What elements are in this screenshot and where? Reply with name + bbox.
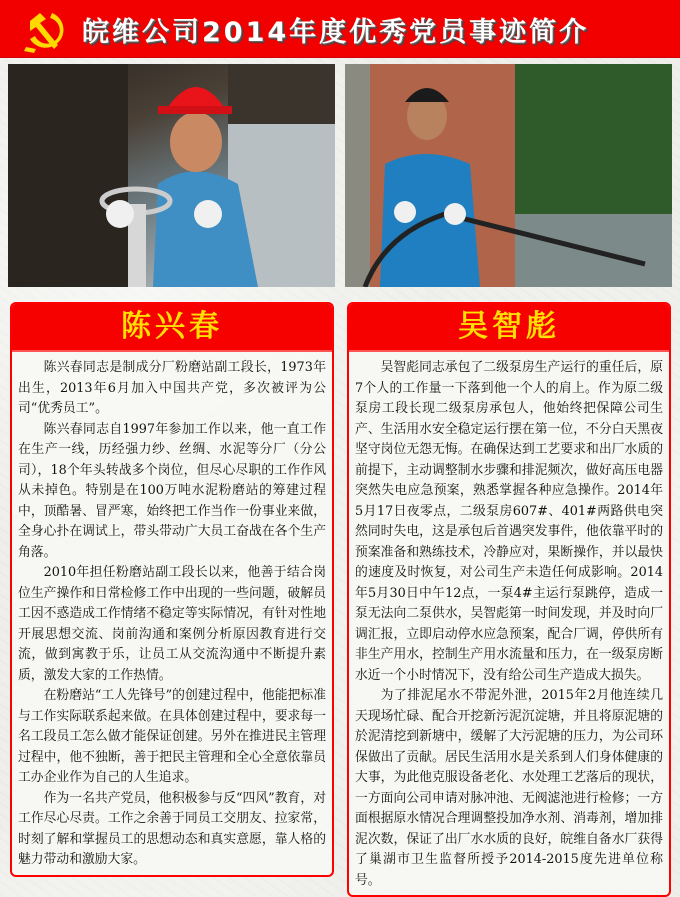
bio-paragraph: 作为一名共产党员，他积极参与反“四风”教育，对工作尽心尽责。工作之余善于同员工交朋友、拉家常，时刻了解和掌握员工的思想动态和真实意愿，靠人格的魅力带动和激励大家。 [18,790,326,867]
photo-worker-turning-valve [8,64,335,287]
bio-paragraph: 在粉磨站“工人先锋号”的创建过程中，他能把标准与工作实际联系起来做。在具体创建过程中，要求每一名工段员工怎么做才能保证创建。另外在推进民主管理过程中，他不独断，善于把民主管理和全心全意依靠员工办企业作为自己的人生追求。 [18,688,326,785]
member-bio [12,352,332,875]
bio-paragraph: 吴智彪同志承包了二级泵房生产运行的重任后，原7个人的工作量一下落到他一个人的肩上。作为原二级泵房工段长现二级泵房承包人，他始终把保障公司生产、生活用水安全稳定运行摆在第一位，不分白天黑夜坚守岗位无怨无悔。在确保达到工艺要求和出厂水质的前提下，主动调整制水步骤和排泥频次，做好高压电器突然失电应急预案，熟悉掌握各种应急操作。2014年5月17日夜零点，二级泵房607#、401#两路供电突然同时失电，这是承包后首遇突发事件，他依靠平时的预案准备和熟练技术，冷静应对，果断操作，并以最快的速度及时恢复，对公司生产未造任何成影响。2014年5月30日中午12点，一泵4#主运行泵跳停，造成一泵无法向二泵供水，吴智彪第一时间发现，并及时向厂调汇报，立即启动停水应急预案，配合厂调，停供所有非生产用水，控制生产用水流量和压力，在一级泵房断水近一个小时情况下，没有给公司生产造成大损失。 [355,360,663,683]
member-name: 陈兴春 [121,309,223,344]
member-card-wu-zhibiao [347,302,671,897]
bio-paragraph: 陈兴春同志是制成分厂粉磨站副工段长，1973年出生，2013年6月加入中国共产党，多次被评为公司“优秀员工”。 [18,360,326,416]
bio-paragraph: 2010年担任粉磨站副工段长以来，他善于结合岗位生产操作和日常检修工作中出现的一些问题，破解员工因不惑造成工作情绪不稳定等实际情况，有针对性地开展思想交流、岗前沟通和案例分析原因教育进行交流，做到寓教于乐，让员工从交流沟通中不断提升素质，激发大家的工作热情。 [18,565,326,683]
title-banner [0,0,680,58]
hammer-and-sickle-icon [22,9,68,55]
member-card-chen-xingchun [10,302,334,877]
bio-paragraph: 陈兴春同志自1997年参加工作以来，他一直工作在生产一线，历经强力纱、丝绸、水泥等分厂（分公司），18个年头转战多个岗位，但尽心尽职的工作作风从未掉色。特别是在100万吨水泥粉磨站的筹建过程中，顶酷暑、冒严寒，始终把工作当作一份事业来做，全身心扑在调试上，带头带动广大员工奋战在各个生产角落。 [18,421,326,560]
photo-worker-with-hose [345,64,672,287]
member-name: 吴智彪 [458,309,560,344]
bio-paragraph: 为了排泥尾水不带泥外泄，2015年2月他连续几天现场忙碌、配合开挖新污泥沉淀塘，并且将原泥塘的於泥清挖到新塘中，缓解了大污泥塘的压力，为公司环保做出了贡献。居民生活用水是关系到人们身体健康的大事，为此他克服设备老化、水处理工艺落后的现状，一方面向公司申请对脉冲池、无阀滤池进行检修；一方面根据原水情况合理调整投加净水剂、消毒剂，增加排泥次数，保证了出厂水水质的良好，皖维自备水厂获得了巢湖市卫生监督所授予2014-2015度先进单位称号。 [355,688,663,888]
member-bio [349,352,669,895]
page-title: 皖维公司2014年度优秀党员事迹简介 [82,17,590,48]
